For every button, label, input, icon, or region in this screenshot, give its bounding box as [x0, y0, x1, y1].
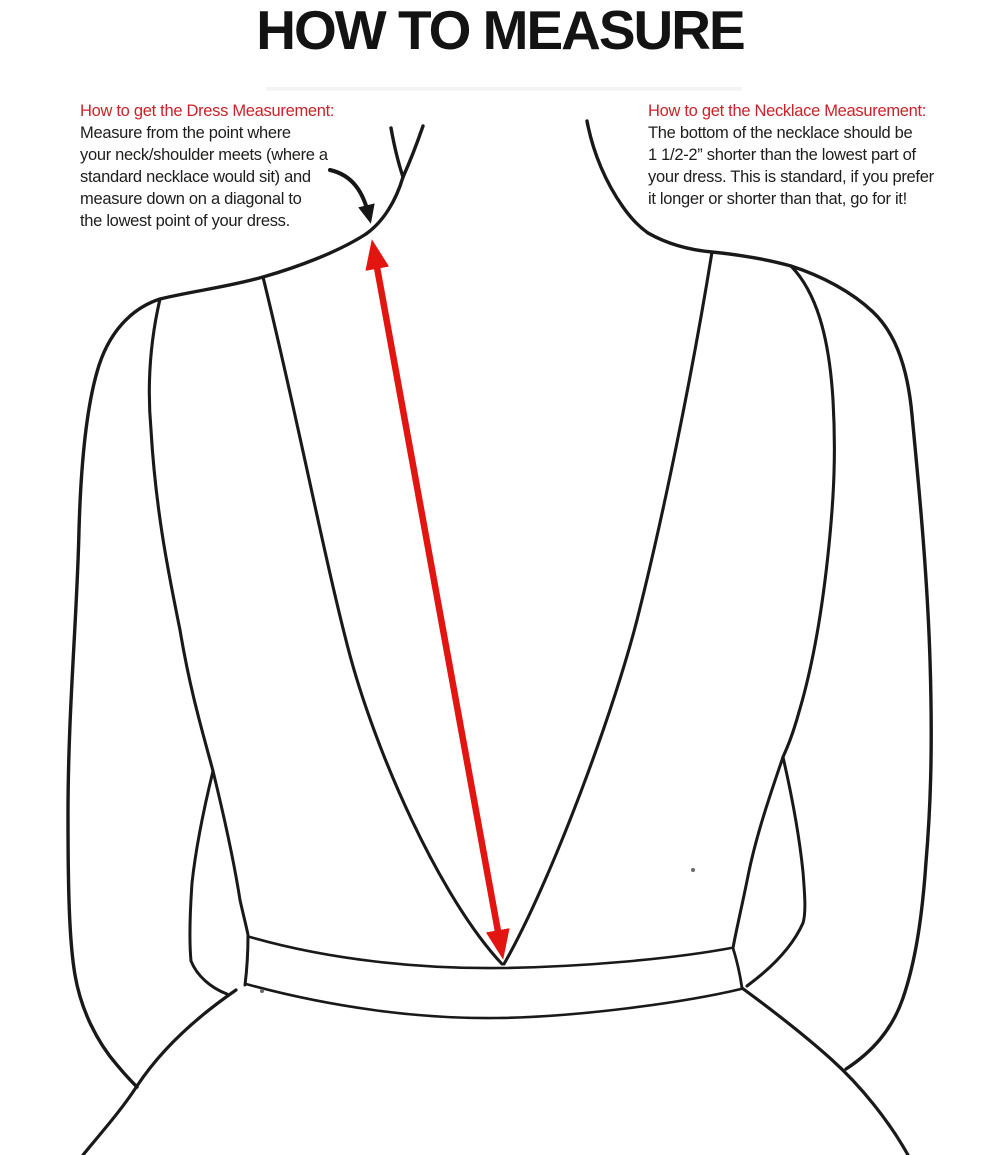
- neck-line-left: [366, 177, 403, 234]
- skirt-edge-left: [83, 990, 236, 1155]
- dress-note-line: Measure from the point where: [80, 124, 291, 142]
- skirt-edge-right: [742, 988, 908, 1155]
- dress-note-heading: How to get the Dress Measurement:: [80, 102, 335, 120]
- dress-note-line: measure down on a diagonal to: [80, 190, 302, 208]
- speck-artifact: [260, 989, 264, 993]
- scan-artifact-line: [266, 87, 742, 91]
- v-neckline-right: [504, 252, 712, 964]
- dress-note-line: standard necklace would sit) and: [80, 168, 311, 186]
- neck-line-left-strand-a: [391, 128, 403, 177]
- page-title: HOW TO MEASURE: [256, 0, 744, 61]
- dress-note-line: your neck/shoulder meets (where a: [80, 146, 328, 164]
- necklace-note-line: it longer or shorter than that, go for it!: [648, 190, 907, 208]
- dress-note-line: the lowest point of your dress.: [80, 212, 290, 230]
- cuff-left-inner-edge: [213, 771, 248, 985]
- v-neckline-left: [263, 277, 502, 964]
- waistband-right-cap: [733, 948, 742, 988]
- pointer-arrow-to-neck-point: [330, 170, 369, 216]
- cuff-right-inner-edge: [733, 757, 783, 948]
- speck-artifact: [691, 868, 695, 872]
- necklace-note-line: The bottom of the necklace should be: [648, 124, 913, 142]
- necklace-note-line: your dress. This is standard, if you prefer: [648, 168, 934, 186]
- shoulder-and-arm-outline-left: [68, 234, 366, 1087]
- neck-line-right: [587, 121, 648, 233]
- waistband-bottom-edge: [246, 984, 741, 1018]
- necklace-note-heading: How to get the Necklace Measurement:: [648, 102, 927, 120]
- neck-line-left-strand-b: [403, 126, 423, 177]
- necklace-note-line: 1 1/2-2” shorter than the lowest part of: [648, 146, 916, 164]
- measurement-arrow: [374, 251, 501, 948]
- sleeve-seam-left: [149, 299, 213, 771]
- sleeve-seam-right: [783, 266, 834, 757]
- cuff-right-outer-edge: [747, 757, 805, 986]
